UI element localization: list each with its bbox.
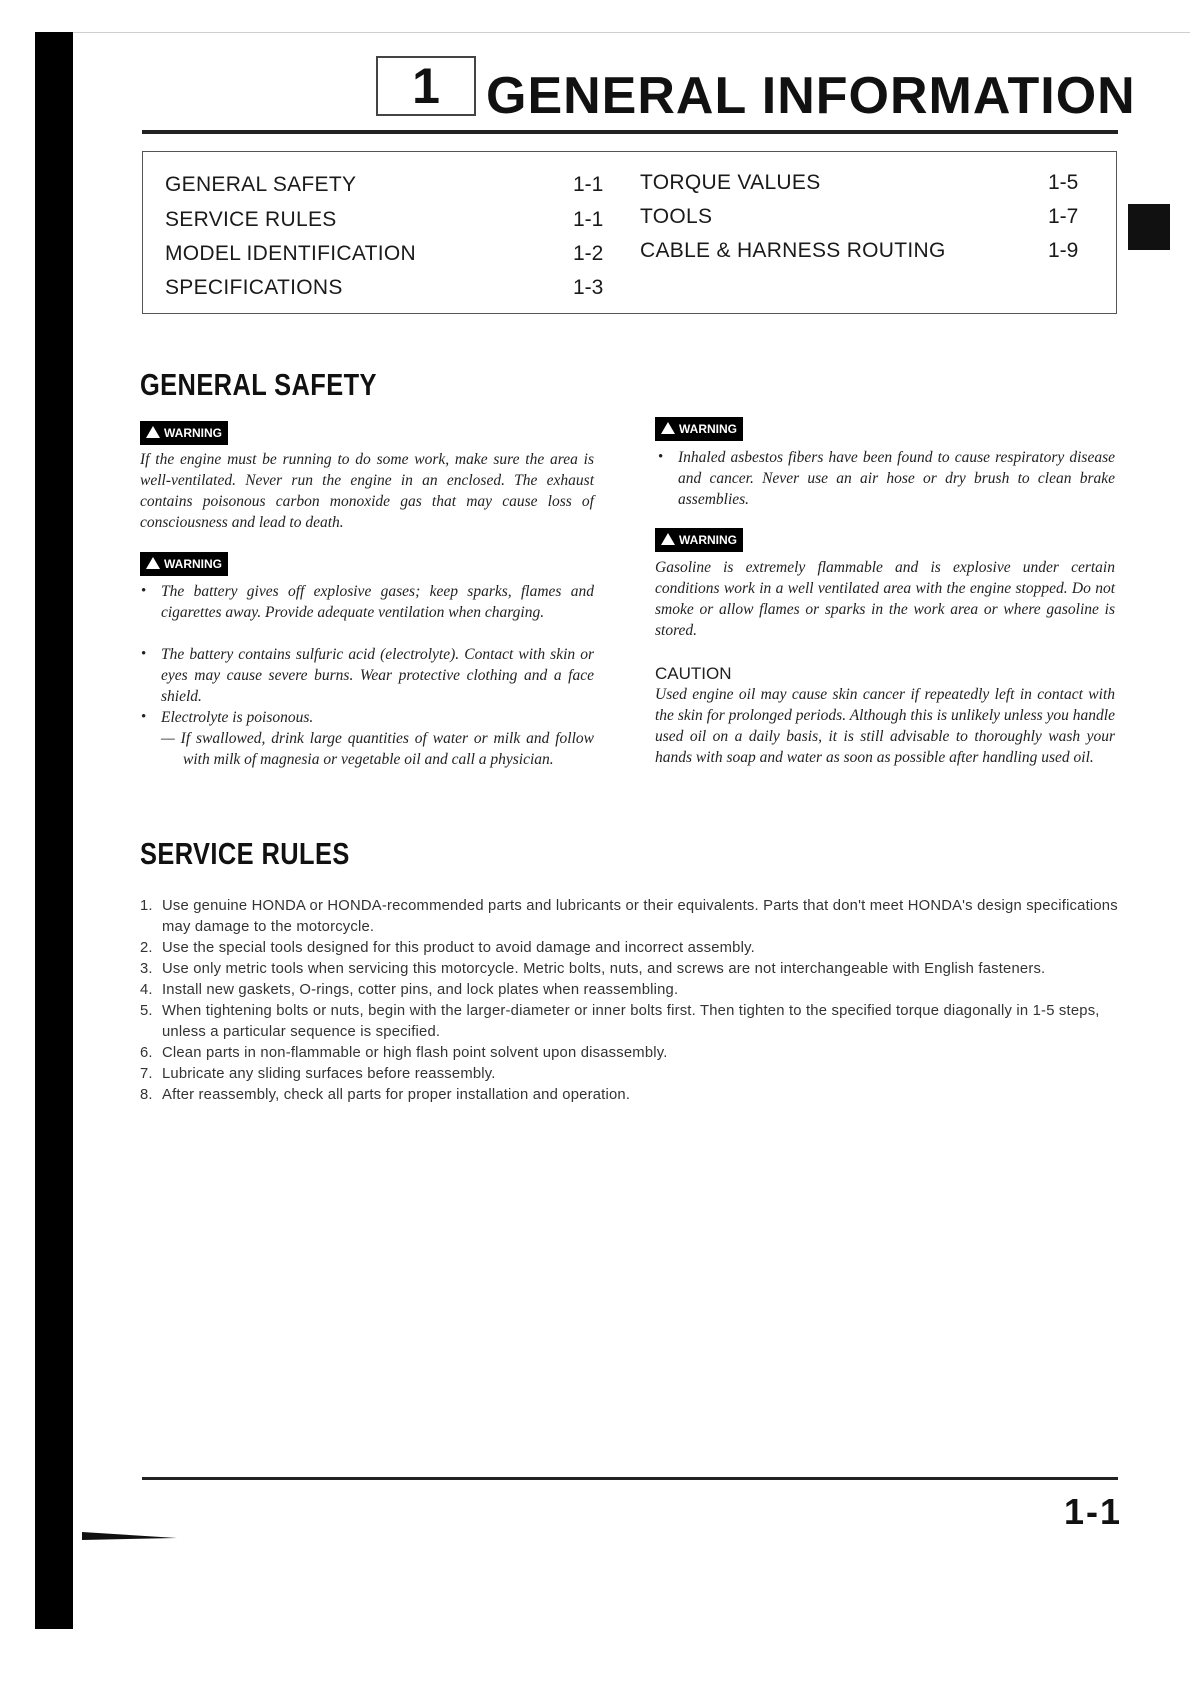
gasoline-warning-text: Gasoline is extremely flammable and is explosive under certain conditions work in a well ventilated area with the engine stopped. Do not smoke or allow flames or sparks in the work area or where gasoline is stored.: [655, 559, 1115, 639]
toc-entry-name: TOOLS: [640, 205, 713, 228]
service-rule-item: [140, 1001, 1120, 1043]
chapter-number: 1: [376, 56, 476, 116]
page-top-edge: [73, 32, 1190, 33]
rule-text: Clean parts in non-flammable or high flash point solvent upon disassembly.: [162, 1045, 668, 1061]
rule-text: Install new gaskets, O-rings, cotter pins, and lock plates when reassembling.: [162, 982, 679, 998]
rule-number: 7.: [140, 1066, 153, 1082]
rule-text: Use genuine HONDA or HONDA-recommended parts and lubricants or their equivalents. Parts that don't meet HONDA's design specifications may damage to the motorcycle.: [162, 898, 1118, 935]
service-rule-item: [140, 1085, 1120, 1106]
toc-entry[interactable]: [640, 200, 1082, 234]
toc-entry-page: 1-2: [573, 242, 604, 265]
electrolyte-first-aid-text: [161, 728, 594, 770]
scan-binding-edge: [35, 32, 73, 1629]
service-rule-item: [140, 959, 1120, 980]
bullet-icon: •: [658, 449, 664, 465]
warning-triangle-icon: [146, 557, 160, 569]
rule-text: When tightening bolts or nuts, begin with the larger-diameter or inner bolts first. Then tighten to the specified torque diagonally in 1-5 steps, unless a particular sequence is specified.: [162, 1003, 1100, 1040]
general-safety-heading: GENERAL SAFETY: [140, 367, 377, 402]
chapter-title: GENERAL INFORMATION: [486, 67, 1136, 125]
toc-entry-page: 1-3: [573, 276, 604, 299]
warning-label: WARNING: [164, 557, 222, 571]
toc-entry-page: 1-7: [1048, 205, 1079, 228]
battery-warning-text: The battery gives off explosive gases; keep sparks, flames and cigarettes away. Provide adequate ventilation when charging.: [161, 583, 594, 621]
battery-warning-item: [141, 581, 594, 623]
bullet-icon: •: [141, 709, 147, 725]
asbestos-warning-item: [658, 447, 1115, 510]
rule-number: 3.: [140, 961, 153, 977]
caution-text: Used engine oil may cause skin cancer if repeatedly left in contact with the skin for prolonged periods. Although this is unlikely unless you handle used oil on a daily basis, it is still advisable to thoroughly wash your hands with soap and water as soon as possible after handling used oil.: [655, 686, 1115, 766]
service-rule-item: [140, 1064, 1120, 1085]
rule-number: 1.: [140, 898, 153, 914]
warning-badge: [140, 552, 228, 576]
service-rule-item: [140, 1043, 1120, 1064]
bullet-icon: •: [141, 646, 147, 662]
toc-entry[interactable]: [165, 168, 607, 202]
rule-number: 5.: [140, 1003, 153, 1019]
first-aid-text: — If swallowed, drink large quantities of water or milk and follow with milk of magnesia or vegetable oil and call a physician.: [161, 730, 594, 768]
toc-entry-page: 1-1: [573, 173, 604, 196]
section-thumb-tab: [1128, 204, 1170, 250]
warning-triangle-icon: [661, 422, 675, 434]
asbestos-warning-text: Inhaled asbestos fibers have been found to cause respiratory disease and cancer. Never use an air hose or dry brush to clean brake assemblies.: [678, 449, 1115, 508]
toc-entry-name: TORQUE VALUES: [640, 171, 821, 194]
warning-badge: [655, 528, 743, 552]
toc-entry-name: CABLE & HARNESS ROUTING: [640, 239, 946, 262]
toc-entry-page: 1-5: [1048, 171, 1079, 194]
toc-entry[interactable]: [640, 234, 1082, 268]
toc-entry[interactable]: [640, 166, 1082, 200]
rule-text: Use only metric tools when servicing this motorcycle. Metric bolts, nuts, and screws are not interchangeable with English fasteners.: [162, 961, 1046, 977]
rule-number: 6.: [140, 1045, 153, 1061]
battery-warning-item: [141, 644, 594, 707]
warning-triangle-icon: [146, 426, 160, 438]
warning-label: WARNING: [679, 422, 737, 436]
rule-text: Use the special tools designed for this product to avoid damage and incorrect assembly.: [162, 940, 755, 956]
toc-entry[interactable]: [165, 203, 607, 237]
toc-entry-page: 1-9: [1048, 239, 1079, 262]
rule-number: 2.: [140, 940, 153, 956]
scan-corner-mark: [82, 1532, 177, 1540]
toc-entry-page: 1-1: [573, 208, 604, 231]
battery-warning-item: [141, 707, 594, 728]
warning-engine-text: If the engine must be running to do some work, make sure the area is well-ventilated. Never run the engine in an enclosed. The exhaust contains poisonous carbon monoxide gas that may cause loss of consciousness and lead to death.: [140, 451, 594, 531]
title-rule: [142, 130, 1118, 134]
battery-warning-text: The battery contains sulfuric acid (electrolyte). Contact with skin or eyes may cause severe burns. Wear protective clothing and a face shield.: [161, 646, 594, 705]
battery-warning-text: Electrolyte is poisonous.: [161, 709, 314, 726]
rule-number: 4.: [140, 982, 153, 998]
service-rule-item: [140, 938, 1120, 959]
warning-badge: [140, 421, 228, 445]
warning-badge: [655, 417, 743, 441]
toc-entry-name: SPECIFICATIONS: [165, 276, 343, 299]
service-rules-list: [140, 896, 1120, 1106]
service-rule-item: [140, 980, 1120, 1001]
toc-entry-name: GENERAL SAFETY: [165, 173, 357, 196]
footer-rule: [142, 1477, 1118, 1480]
page-number: 1-1: [1064, 1491, 1123, 1532]
warning-triangle-icon: [661, 533, 675, 545]
table-of-contents: [142, 151, 1117, 314]
rule-text: Lubricate any sliding surfaces before reassembly.: [162, 1066, 496, 1082]
service-rule-item: [140, 896, 1120, 938]
warning-label: WARNING: [164, 426, 222, 440]
toc-entry[interactable]: [165, 237, 607, 271]
toc-entry-name: SERVICE RULES: [165, 208, 337, 231]
toc-entry[interactable]: [165, 271, 607, 305]
rule-number: 8.: [140, 1087, 153, 1103]
warning-label: WARNING: [679, 533, 737, 547]
rule-text: After reassembly, check all parts for proper installation and operation.: [162, 1087, 631, 1103]
caution-title: CAUTION: [655, 664, 732, 683]
bullet-icon: •: [141, 583, 147, 599]
toc-entry-name: MODEL IDENTIFICATION: [165, 242, 417, 265]
service-rules-heading: SERVICE RULES: [140, 836, 350, 871]
